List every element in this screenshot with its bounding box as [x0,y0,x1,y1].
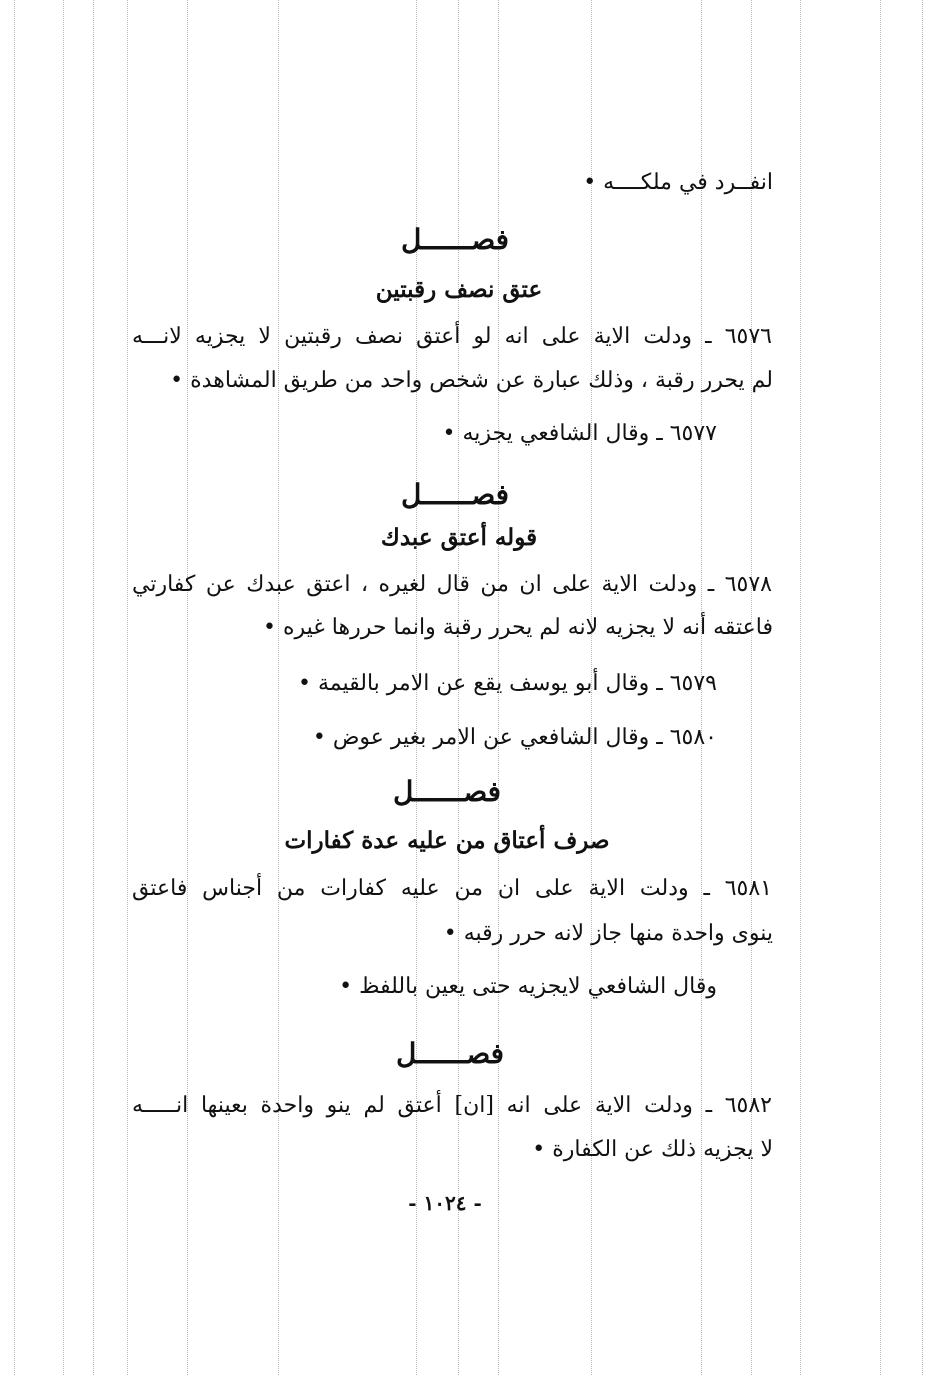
section-title: فصــــــل [392,775,502,808]
scan-guide-line [751,0,752,1375]
paragraph-line: ٦٥٧٦ ـ ودلت الاية على انه لو أعتق نصف رقبتين لا يجزيه لانـــه [132,324,772,349]
paragraph-line: ٦٥٨٠ ـ وقال الشافعي عن الامر بغير عوض • [312,725,717,750]
section-heading: قوله أعتق عبدك [380,524,538,551]
paragraph-line: لا يجزيه ذلك عن الكفارة • [532,1137,773,1162]
paragraph-line: ٦٥٧٨ ـ ودلت الاية على ان من قال لغيره ، اعتق عبدك عن كفارتي [132,572,772,597]
scan-guide-line [922,0,923,1375]
paragraph-line: ٦٥٨١ ـ ودلت الاية على ان من عليه كفارات من أجناس فاعتق [132,876,772,901]
section-heading: عتق نصف رقبتين [375,276,543,303]
paragraph-line: لم يحرر رقبة ، وذلك عبارة عن شخص واحد من طريق المشاهدة • [170,368,773,393]
section-heading: صرف أعتاق من عليه عدة كفارات [284,827,610,854]
scan-guide-line [14,0,15,1375]
section-title: فصــــــل [400,478,510,511]
page-number: - ١٠٢٤ - [408,1191,482,1215]
paragraph-line: وقال الشافعي لايجزيه حتى يعين باللفظ • [339,974,717,999]
scan-guide-line [278,0,279,1375]
scan-guide-line [127,0,128,1375]
section-title: فصــــــل [395,1037,505,1070]
paragraph-line: ٦٥٧٧ ـ وقال الشافعي يجزيه • [442,421,717,446]
scan-guide-line [800,0,801,1375]
continuation-line: انفــرد في ملكــــه • [583,170,773,195]
scan-guide-line [187,0,188,1375]
scan-guide-line [880,0,881,1375]
section-title: فصــــــل [400,223,510,256]
paragraph-line: فاعتقه أنه لا يجزيه لانه لم يحرر رقبة وانما حررها غيره • [263,615,773,640]
scan-guide-line [63,0,64,1375]
paragraph-line: ينوى واحدة منها جاز لانه حرر رقبه • [443,921,773,946]
paragraph-line: ٦٥٧٩ ـ وقال أبو يوسف يقع عن الامر بالقيمة • [298,671,717,696]
paragraph-line: ٦٥٨٢ ـ ودلت الاية على انه [ان] أعتق لم ينو واحدة بعينها انـــــه [132,1093,772,1118]
scan-guide-line [93,0,94,1375]
